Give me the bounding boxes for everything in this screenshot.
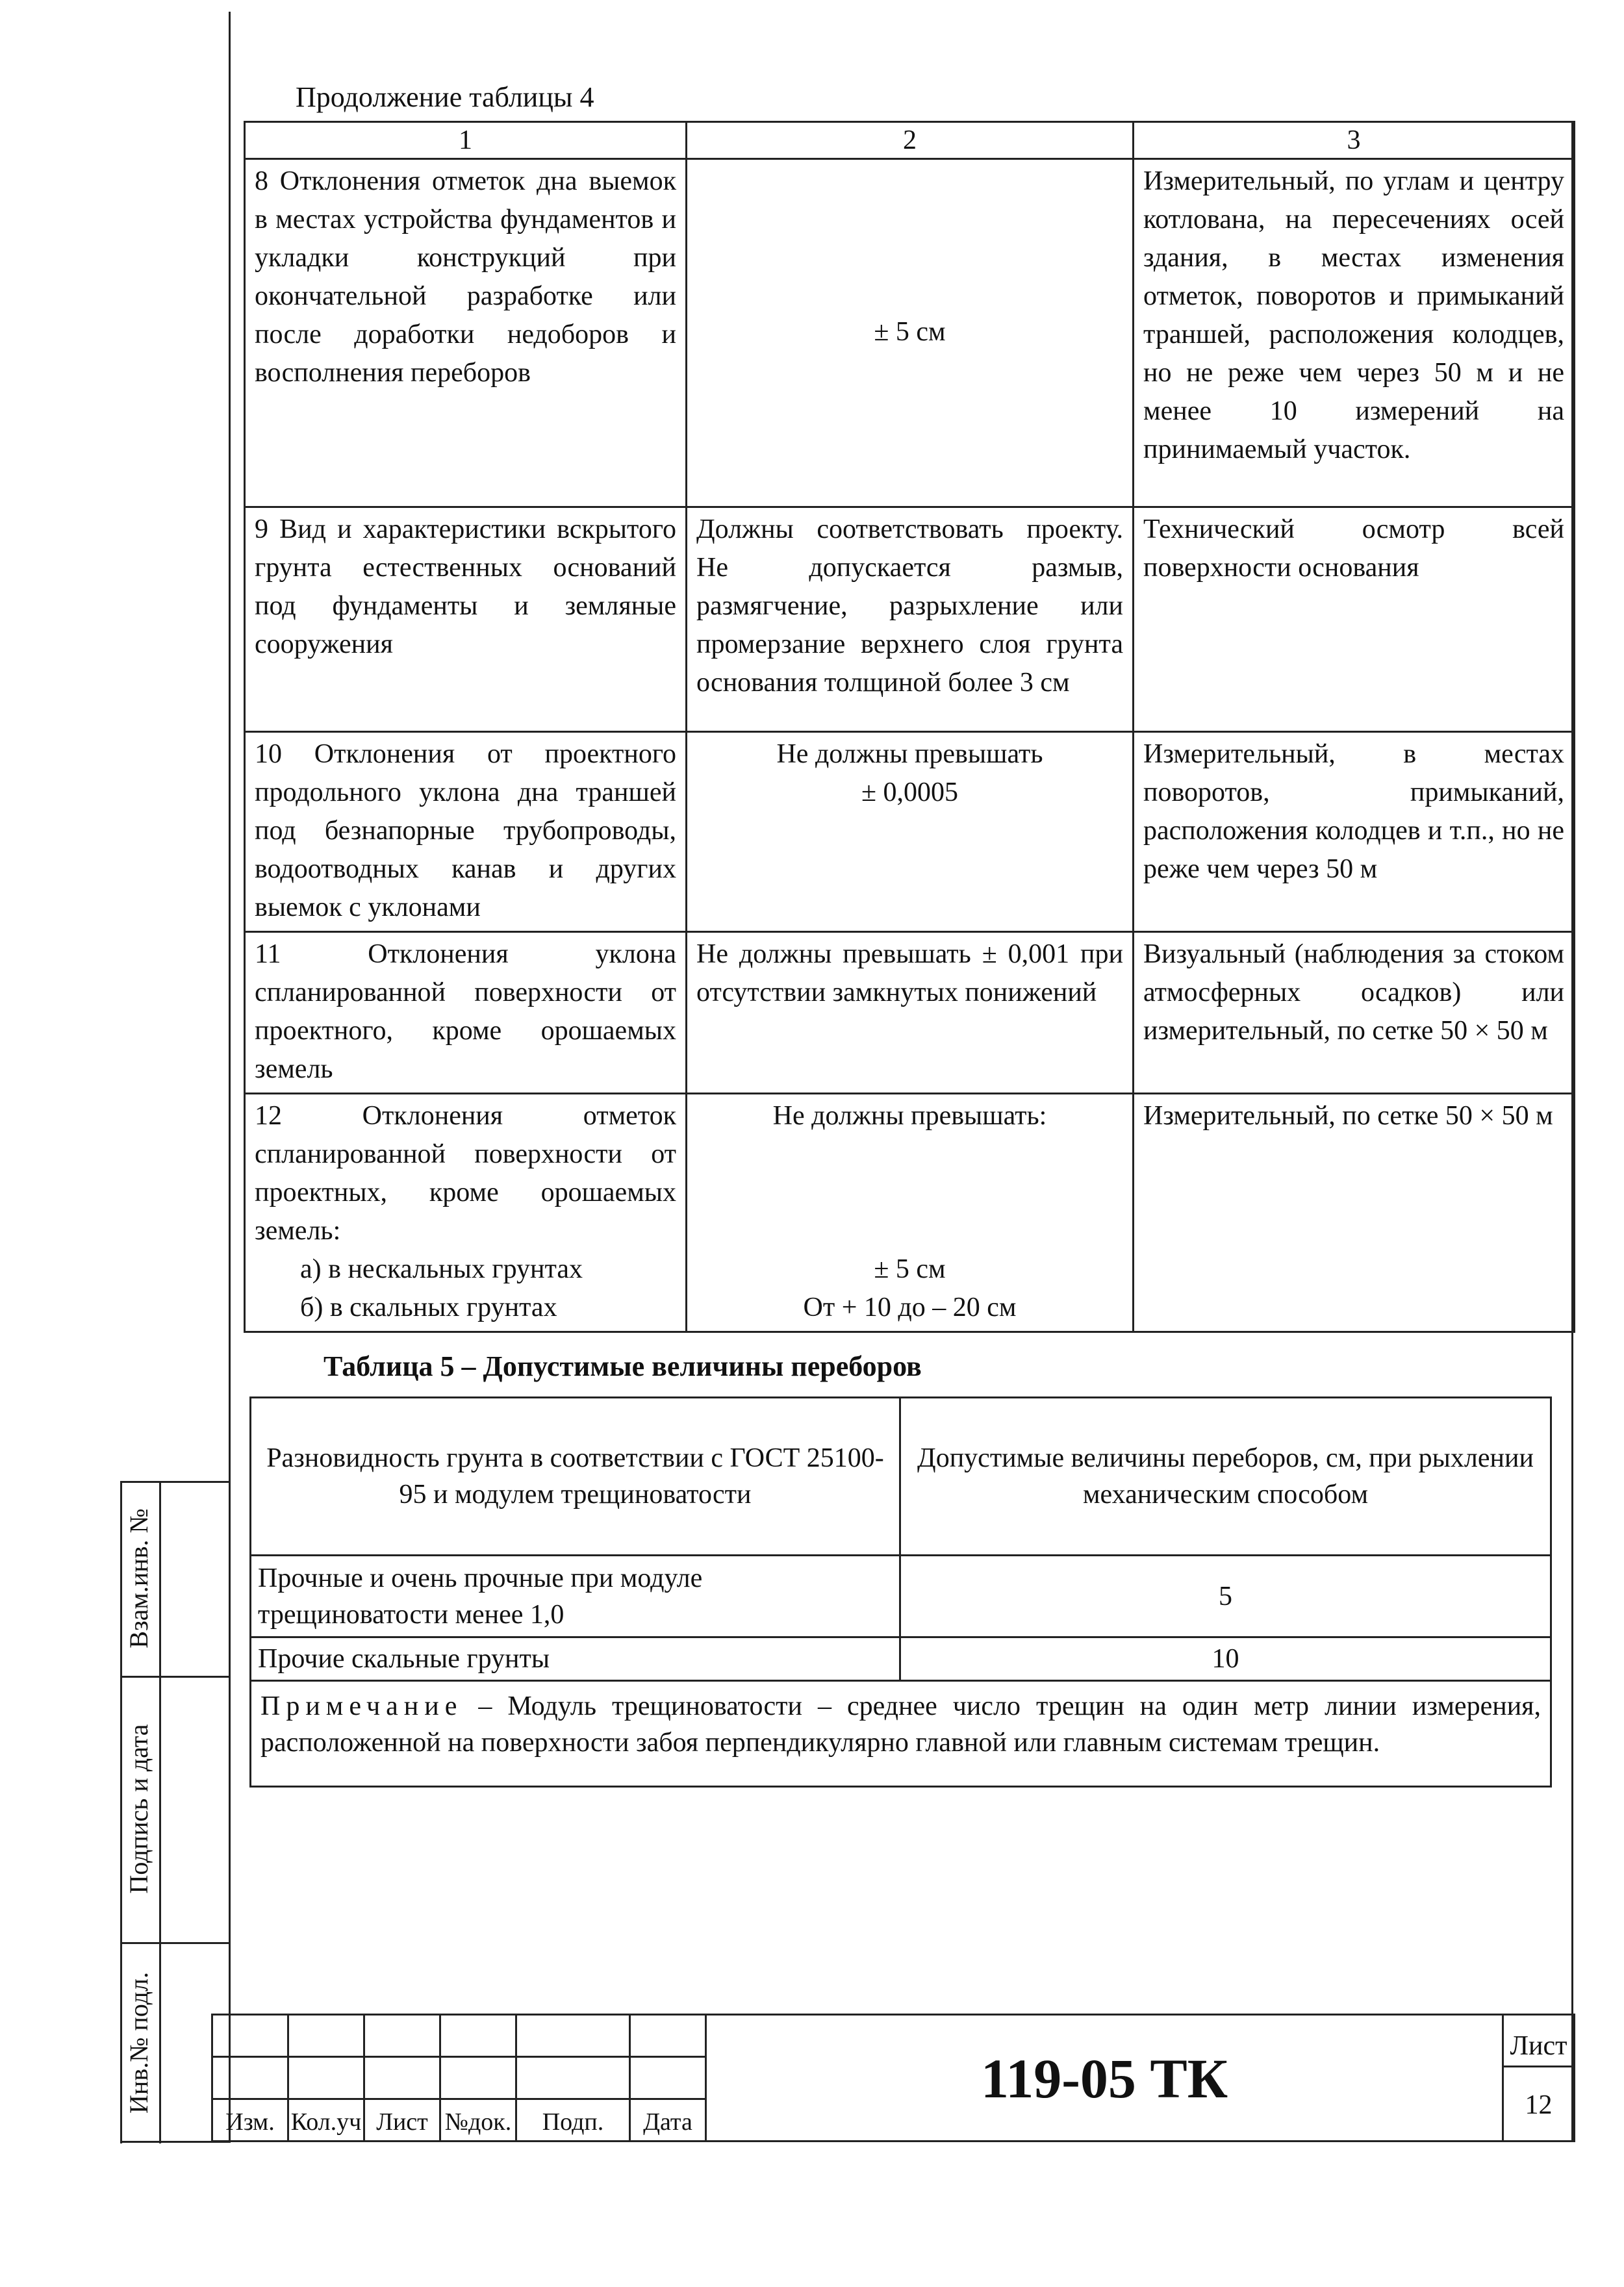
tb-label-cell (631, 2100, 707, 2142)
value-cell: 5 (900, 1556, 1551, 1637)
table-row (245, 159, 1575, 507)
tolerance-text: Не должны превышать (776, 739, 1043, 769)
tolerance-cell: ± 5 см (687, 159, 1134, 507)
parameter-cell: 9 Вид и характеристики вскрытого грунта естественных оснований под фундаменты и земляные сооружения (245, 507, 687, 732)
soil-cell: Прочие скальные грунты (251, 1637, 900, 1681)
tolerance-cell (687, 1094, 1134, 1332)
parameter-cell (245, 1094, 687, 1332)
col-header-1: 1 (245, 122, 687, 159)
table-row (251, 1637, 1551, 1681)
tb-label-signature: Подп. (542, 2108, 604, 2136)
parameter-sub-b: б) в скальных грунтах (300, 1293, 557, 1322)
tolerance-cell: Не должны превышать ± 0,001 при отсутствии замкнутых понижений (687, 932, 1134, 1094)
tb-cell (289, 2058, 365, 2100)
tb-cell (441, 2058, 517, 2100)
value-cell: 10 (900, 1637, 1551, 1681)
tb-sheet-label: Лист (1510, 2031, 1567, 2061)
tb-label-cell (441, 2100, 517, 2142)
control-method-cell: Измерительный, в местах поворотов, примыканий, расположения колодцев и т.п., но не реже чем через 50 м (1134, 732, 1575, 932)
tolerance-text: Не должны превышать: (772, 1101, 1047, 1131)
table-row (245, 732, 1575, 932)
parameter-cell: 8 Отклонения отметок дна выемок в местах устройства фундаментов и укладки конструкций при окончательной разработке или после доработки недоборов и восполнения переборов (245, 159, 687, 507)
table-header-row (245, 122, 1575, 159)
tb-label-sheet: Лист (376, 2108, 428, 2136)
control-method-cell: Измерительный, по сетке 50 × 50 м (1134, 1094, 1575, 1332)
tb-cell (441, 2015, 517, 2058)
control-method-cell: Измерительный, по углам и центру котлована, на пересечениях осей здания, в местах изменения отметок, поворотов и примыканий траншей, расположения колодцев, но не реже чем через 50 м и не менее 10 измерений на принимаемый участок. (1134, 159, 1575, 507)
stamp-frame-mid (159, 1481, 161, 2143)
col-header-soil: Разновидность грунта в соответствии с ГОСТ 25100-95 и модулем трещиноватости (251, 1398, 900, 1556)
table-4-continuation (244, 121, 1575, 1333)
tb-label-change: Изм. (225, 2108, 275, 2136)
tolerance-value-b: От + 10 до – 20 см (803, 1293, 1017, 1322)
tb-sheet-number: 12 (1525, 2090, 1553, 2120)
table-row (245, 507, 1575, 732)
tb-label-cell (517, 2100, 631, 2142)
tolerance-cell (687, 732, 1134, 932)
tb-cell (631, 2015, 707, 2058)
stamp-frame-top (120, 1481, 231, 1483)
parameter-sub-a: а) в нескальных грунтах (300, 1254, 583, 1284)
document-code: 119-05 ТК (980, 2047, 1228, 2110)
control-method-cell: Технический осмотр всей поверхности основания (1134, 507, 1575, 732)
tb-cell (365, 2058, 441, 2100)
note-cell (251, 1681, 1551, 1787)
tb-cell (289, 2015, 365, 2058)
col-header-overbreak: Допустимые величины переборов, см, при рыхлении механическим способом (900, 1398, 1551, 1556)
tb-cell (213, 2058, 289, 2100)
tb-sheet-label-cell (1504, 2015, 1575, 2067)
tb-cell (517, 2058, 631, 2100)
table-header-row (251, 1398, 1551, 1556)
tolerance-cell: Должны соответствовать проекту. Не допускается размыв, размягчение, разрыхление или промерзание верхнего слоя грунта основания толщиной более 3 см (687, 507, 1134, 732)
tb-label-cell (365, 2100, 441, 2142)
tb-cell (517, 2015, 631, 2058)
table-note-row (251, 1681, 1551, 1787)
tb-cell (213, 2015, 289, 2058)
col-header-2: 2 (687, 122, 1134, 159)
note-text: – Модуль трещиноватости – среднее число трещин на один метр линии измерения, расположенной на поверхности забоя перпендикулярно главной или главным системам трещин. (260, 1691, 1541, 1758)
note-label: Примечание (260, 1691, 463, 1721)
tb-label-docnum: №док. (444, 2108, 512, 2136)
tolerance-value-a: ± 5 см (874, 1254, 946, 1284)
table-5-title: Таблица 5 – Допустимые величины переборов (324, 1350, 922, 1382)
col-header-3: 3 (1134, 122, 1575, 159)
stamp-orig-inv: Инв.№ подл. (124, 1972, 153, 2114)
control-method-cell: Визуальный (наблюдения за стоком атмосферных осадков) или измерительный, по сетке 50 × 50 м (1134, 932, 1575, 1094)
tb-label-date: Дата (643, 2108, 692, 2136)
stamp-signature-date: Подпись и дата (124, 1724, 153, 1894)
parameter-cell: 11 Отклонения уклона спланированной поверхности от проектного, кроме орошаемых земель (245, 932, 687, 1094)
tb-label-qty: Кол.уч (290, 2108, 362, 2136)
tolerance-value: ± 0,0005 (861, 777, 959, 807)
tb-sheet-number-cell (1504, 2067, 1575, 2142)
parameter-text: 12 Отклонения отметок спланированной поверхности от проектных, кроме орошаемых земель: (255, 1101, 676, 1246)
stamp-frame-left (120, 1481, 122, 2143)
tb-label-cell (213, 2100, 289, 2142)
tb-cell (365, 2015, 441, 2058)
tb-cell (631, 2058, 707, 2100)
table-row (251, 1556, 1551, 1637)
stamp-replace-inv: Взам.инв. № (124, 1508, 153, 1649)
tb-label-cell (289, 2100, 365, 2142)
soil-cell: Прочные и очень прочные при модуле трещиноватости менее 1,0 (251, 1556, 900, 1637)
continuation-title: Продолжение таблицы 4 (296, 81, 594, 113)
table-row (245, 932, 1575, 1094)
stamp-divider-1 (120, 1676, 231, 1678)
table-5 (249, 1396, 1552, 1788)
table-row (245, 1094, 1575, 1332)
page-frame-left (229, 12, 231, 2142)
parameter-cell: 10 Отклонения от проектного продольного уклона дна траншей под безнапорные трубопроводы, водоотводных канав и других выемок с уклонами (245, 732, 687, 932)
